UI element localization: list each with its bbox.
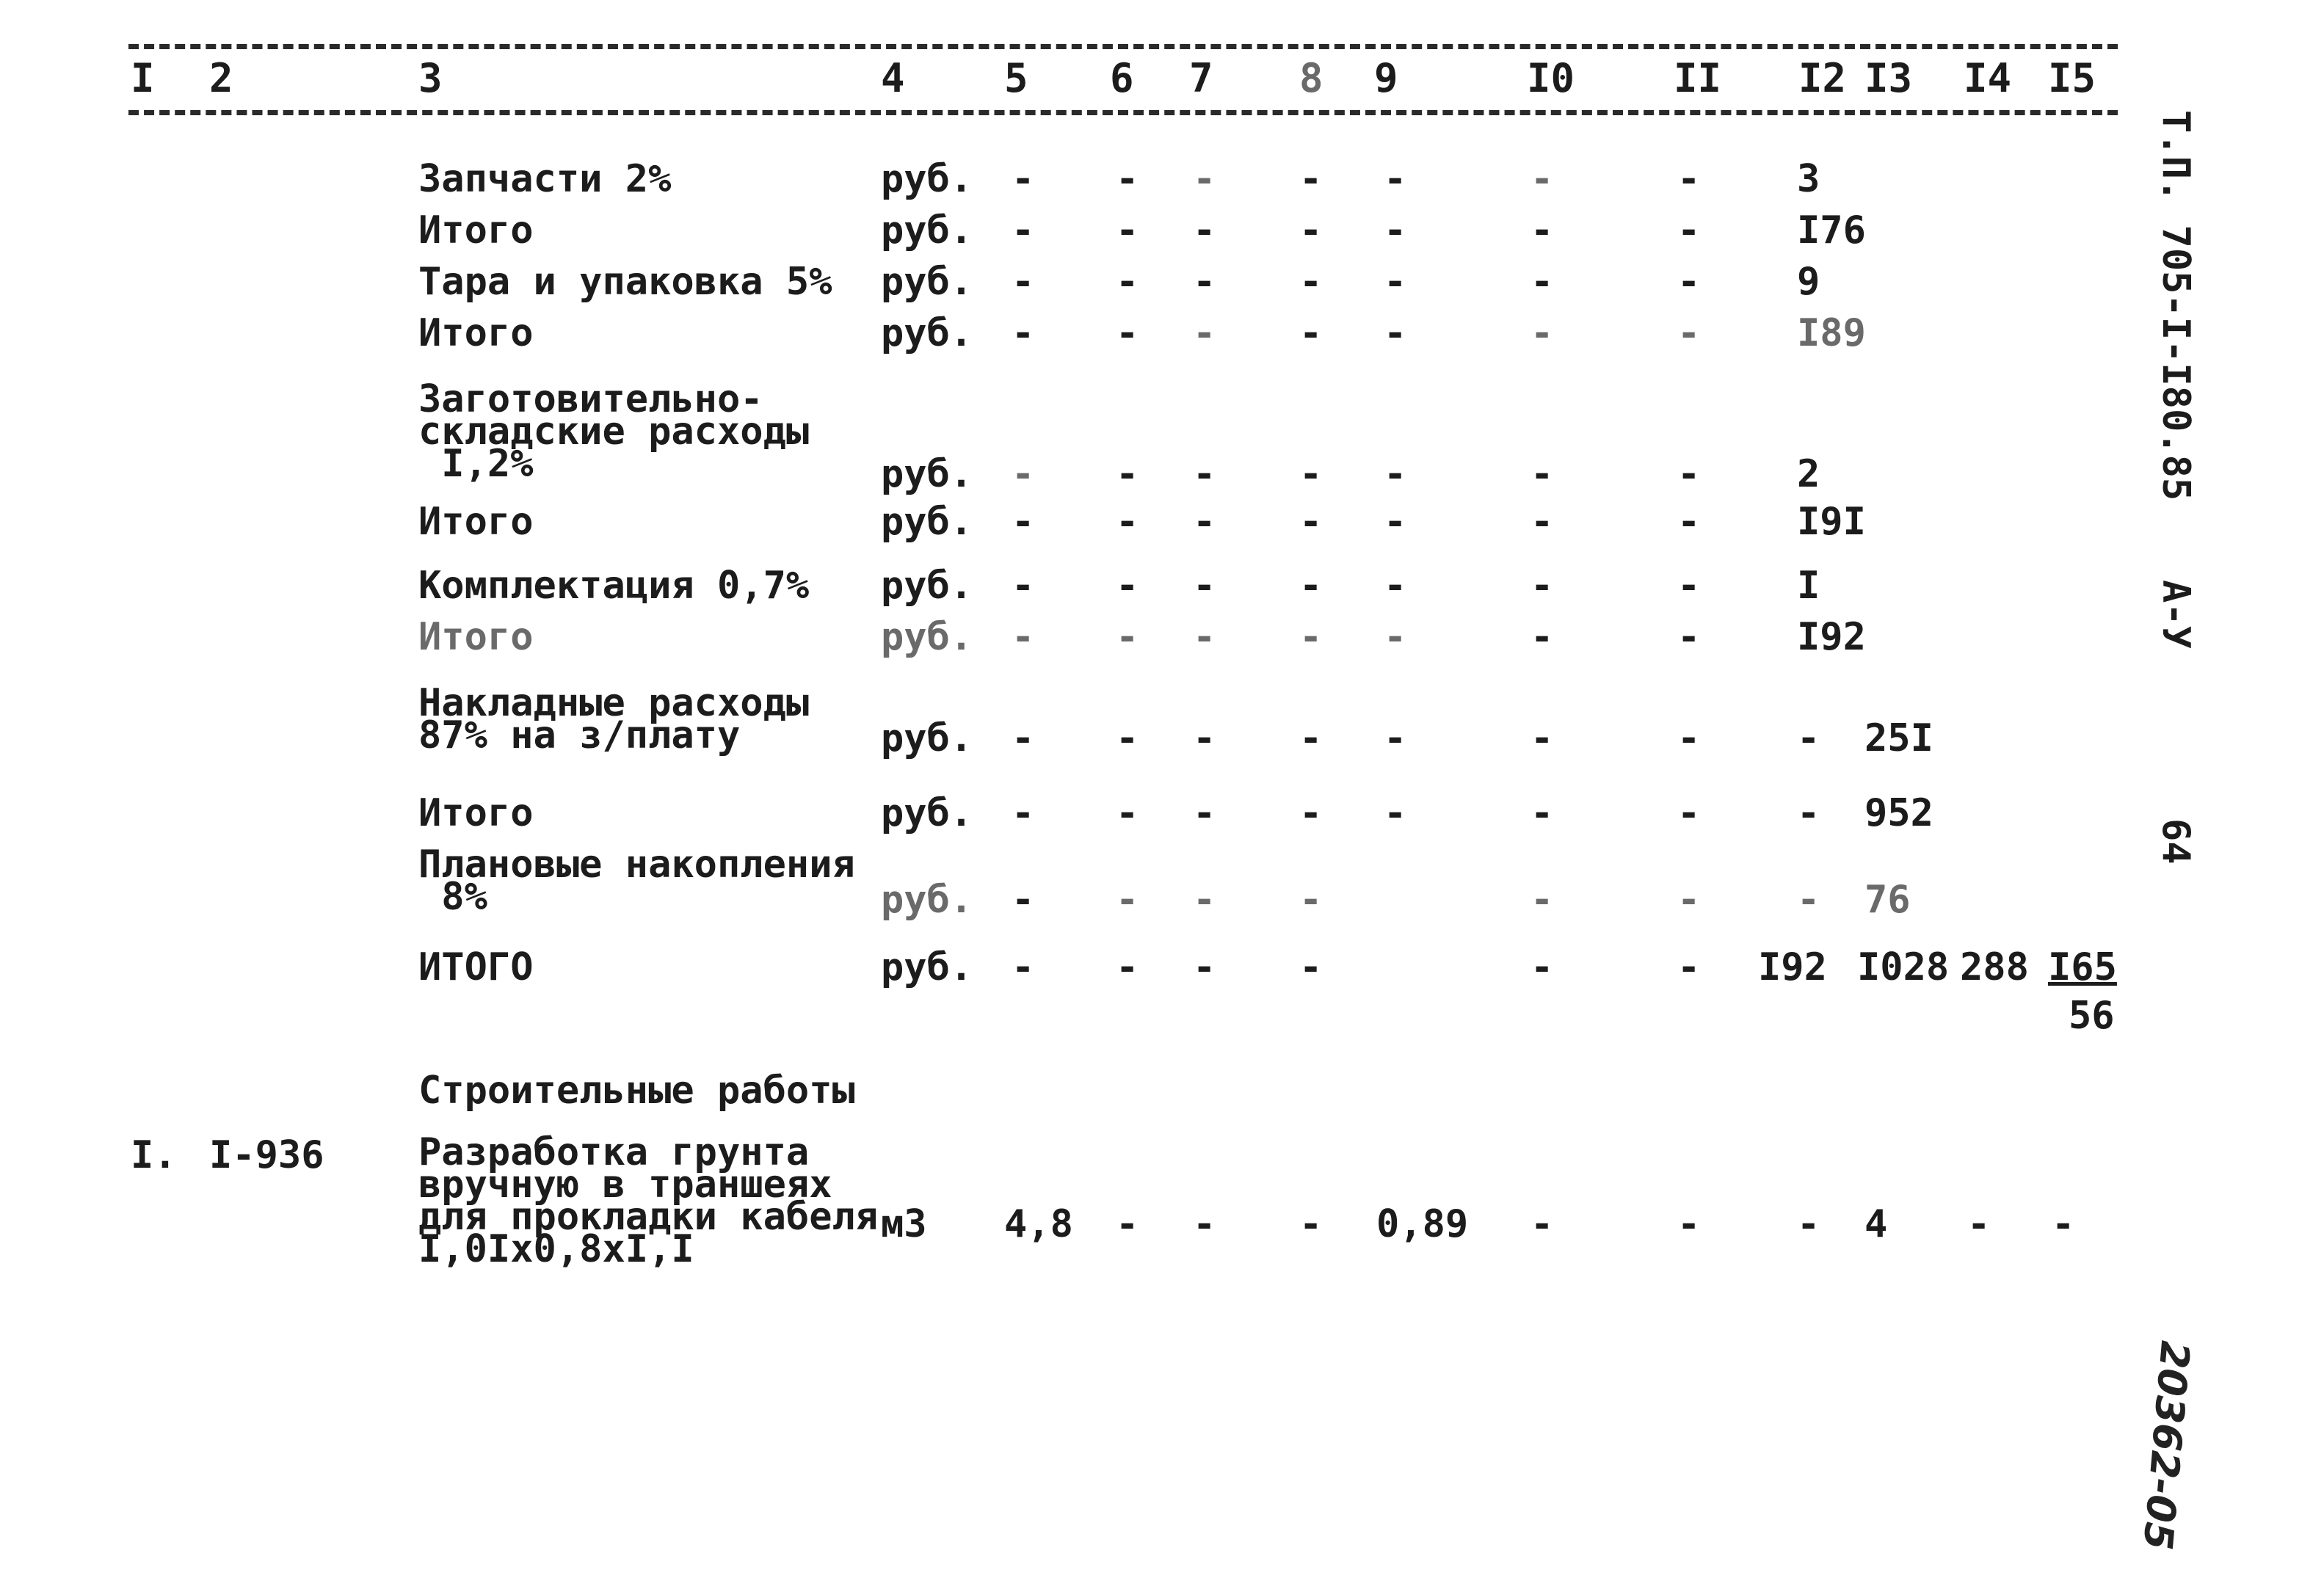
cell-col8: - bbox=[1299, 452, 1323, 496]
cell-col8: - bbox=[1299, 791, 1323, 835]
row-name: Запчасти 2% bbox=[418, 157, 672, 201]
cell-col6: - bbox=[1116, 260, 1139, 304]
cell-col5: - bbox=[1012, 260, 1035, 304]
col-header-7: 7 bbox=[1189, 55, 1213, 101]
cell-col10: - bbox=[1530, 208, 1554, 252]
row-unit: руб. bbox=[881, 615, 973, 659]
col-header-6: 6 bbox=[1110, 55, 1134, 101]
cell-col13: 952 bbox=[1864, 791, 1933, 835]
row-name: Итого bbox=[418, 500, 534, 544]
cell-col6: - bbox=[1116, 311, 1139, 355]
cell-col9: 0,89 bbox=[1376, 1202, 1469, 1246]
cell-col11: - bbox=[1677, 260, 1701, 304]
cell-col8: - bbox=[1299, 945, 1323, 989]
row-name: Тара и упаковка 5% bbox=[418, 260, 832, 304]
cell-col8: - bbox=[1299, 615, 1323, 659]
row-unit: руб. bbox=[881, 500, 973, 544]
cell-col9: - bbox=[1384, 452, 1407, 496]
cell-col9: - bbox=[1384, 311, 1407, 355]
col-header-4: 4 bbox=[881, 55, 905, 101]
cell-col8: - bbox=[1299, 260, 1323, 304]
cell-col10: - bbox=[1530, 1202, 1554, 1246]
cell-col8: - bbox=[1299, 208, 1323, 252]
cell-col6: - bbox=[1116, 945, 1139, 989]
cell-col11: - bbox=[1677, 208, 1701, 252]
cell-col9: - bbox=[1384, 260, 1407, 304]
cell-col7: - bbox=[1193, 208, 1216, 252]
cell-col5: - bbox=[1012, 311, 1035, 355]
cell-col14: 288 bbox=[1960, 945, 2029, 989]
cell-col6: - bbox=[1116, 878, 1139, 922]
cell-col9: - bbox=[1384, 615, 1407, 659]
cell-col6: - bbox=[1116, 500, 1139, 544]
cell-col15: - bbox=[2052, 1202, 2075, 1246]
cell-col11: - bbox=[1677, 452, 1701, 496]
cell-col12: 9 bbox=[1797, 260, 1820, 304]
col-header-9: 9 bbox=[1374, 55, 1398, 101]
row-name: Плановые накопления 8% bbox=[418, 843, 855, 919]
row-unit: руб. bbox=[881, 452, 973, 496]
row-name: Заготовительно- складские расходы I,2% bbox=[418, 377, 810, 486]
cell-col11: - bbox=[1677, 945, 1701, 989]
cell-col10: - bbox=[1530, 452, 1554, 496]
cell-col10: - bbox=[1530, 500, 1554, 544]
cell-col10: - bbox=[1530, 615, 1554, 659]
cell-col8: - bbox=[1299, 157, 1323, 201]
col-header-1: I bbox=[131, 55, 155, 101]
cell-col8: - bbox=[1299, 564, 1323, 608]
cell-col7: - bbox=[1193, 311, 1216, 355]
cell-col12: 2 bbox=[1797, 452, 1820, 496]
cell-col10: - bbox=[1530, 716, 1554, 760]
col-header-11: II bbox=[1674, 55, 1722, 101]
cell-col6: - bbox=[1116, 564, 1139, 608]
cell-col10: - bbox=[1530, 260, 1554, 304]
cell-col8: - bbox=[1299, 716, 1323, 760]
document-code: Т.П. 705-I-I80.85 bbox=[2154, 110, 2198, 501]
cell-col10: - bbox=[1530, 878, 1554, 922]
col-header-2: 2 bbox=[209, 55, 233, 101]
cell-col7: - bbox=[1193, 564, 1216, 608]
cell-col15: I65 bbox=[2048, 945, 2117, 989]
cell-col7: - bbox=[1193, 500, 1216, 544]
row-name: Накладные расходы 87% на з/плату bbox=[418, 681, 810, 757]
cell-col14: - bbox=[1967, 1202, 1991, 1246]
cell-col6: - bbox=[1116, 791, 1139, 835]
cell-col8: - bbox=[1299, 500, 1323, 544]
cell-col11: - bbox=[1677, 311, 1701, 355]
cell-col9: - bbox=[1384, 564, 1407, 608]
item-code: I-936 bbox=[209, 1133, 324, 1177]
cell-col8: - bbox=[1299, 1202, 1323, 1246]
cell-col6: - bbox=[1116, 208, 1139, 252]
cell-col9: - bbox=[1384, 791, 1407, 835]
cell-col7: - bbox=[1193, 260, 1216, 304]
row-unit: руб. bbox=[881, 791, 973, 835]
cell-col7: - bbox=[1193, 615, 1216, 659]
row-unit: руб. bbox=[881, 311, 973, 355]
cell-col6: - bbox=[1116, 615, 1139, 659]
row-name: Итого bbox=[418, 311, 534, 355]
row-unit: руб. bbox=[881, 208, 973, 252]
cell-col5: - bbox=[1012, 945, 1035, 989]
cell-col5: - bbox=[1012, 157, 1035, 201]
cell-col5: - bbox=[1012, 208, 1035, 252]
page-number: 64 bbox=[2154, 818, 2198, 865]
cell-col10: - bbox=[1530, 564, 1554, 608]
cell-col10: - bbox=[1530, 945, 1554, 989]
cell-col9: - bbox=[1384, 716, 1407, 760]
item-unit: м3 bbox=[881, 1202, 927, 1246]
cell-col9: - bbox=[1384, 500, 1407, 544]
header-top-rule bbox=[128, 44, 2118, 49]
row-unit: руб. bbox=[881, 260, 973, 304]
item-number: I. bbox=[131, 1133, 177, 1177]
section-title: Строительные работы bbox=[418, 1069, 855, 1113]
cell-col11: - bbox=[1677, 1202, 1701, 1246]
cell-col5: - bbox=[1012, 564, 1035, 608]
row-unit: руб. bbox=[881, 716, 973, 760]
item-name: Разработка грунта вручную в траншеях для прокладки кабеля I,0Ix0,8xI,I bbox=[418, 1130, 879, 1271]
col-header-12: I2 bbox=[1798, 55, 1847, 101]
cell-col10: - bbox=[1530, 311, 1554, 355]
cell-col11: - bbox=[1677, 564, 1701, 608]
cell-col13: 76 bbox=[1864, 878, 1911, 922]
cell-col9: - bbox=[1384, 208, 1407, 252]
cell-col15-second: 56 bbox=[2069, 994, 2115, 1038]
cell-col10: - bbox=[1530, 157, 1554, 201]
row-unit: руб. bbox=[881, 157, 973, 201]
cell-col8: - bbox=[1299, 878, 1323, 922]
cell-col12: - bbox=[1797, 1202, 1820, 1246]
cell-col12: I89 bbox=[1797, 311, 1866, 355]
cell-col7: - bbox=[1193, 452, 1216, 496]
cell-col6: - bbox=[1116, 1202, 1139, 1246]
cell-col11: - bbox=[1677, 716, 1701, 760]
cell-col5: - bbox=[1012, 500, 1035, 544]
cell-col5: 4,8 bbox=[1004, 1202, 1073, 1246]
cell-col6: - bbox=[1116, 716, 1139, 760]
col-header-15: I5 bbox=[2048, 55, 2096, 101]
col-header-5: 5 bbox=[1004, 55, 1028, 101]
cell-col13: 4 bbox=[1864, 1202, 1888, 1246]
cell-col6: - bbox=[1116, 157, 1139, 201]
cell-col12: - bbox=[1797, 716, 1820, 760]
col-header-3: 3 bbox=[418, 55, 443, 101]
cell-col5: - bbox=[1012, 791, 1035, 835]
cell-col6: - bbox=[1116, 452, 1139, 496]
row-unit: руб. bbox=[881, 564, 973, 608]
cell-col13: I028 bbox=[1857, 945, 1950, 989]
cell-col5: - bbox=[1012, 615, 1035, 659]
cell-col7: - bbox=[1193, 716, 1216, 760]
row-unit: руб. bbox=[881, 945, 973, 989]
col-header-13: I3 bbox=[1864, 55, 1913, 101]
cell-col12: I92 bbox=[1797, 615, 1866, 659]
cell-col12: I9I bbox=[1797, 500, 1866, 544]
cell-col8: - bbox=[1299, 311, 1323, 355]
cell-col9: - bbox=[1384, 157, 1407, 201]
cell-col12: - bbox=[1797, 878, 1820, 922]
cell-col7: - bbox=[1193, 945, 1216, 989]
handwritten-number: 20362-05 bbox=[2134, 1339, 2198, 1552]
row-name: Итого bbox=[418, 208, 534, 252]
header-bottom-rule bbox=[128, 110, 2118, 115]
row-name: Комплектация 0,7% bbox=[418, 564, 810, 608]
cell-col7: - bbox=[1193, 1202, 1216, 1246]
cell-col11: - bbox=[1677, 791, 1701, 835]
col-header-8: 8 bbox=[1299, 55, 1323, 101]
cell-col11: - bbox=[1677, 878, 1701, 922]
col-header-10: I0 bbox=[1527, 55, 1575, 101]
cell-col11: - bbox=[1677, 615, 1701, 659]
cell-col10: - bbox=[1530, 791, 1554, 835]
col-header-14: I4 bbox=[1964, 55, 2012, 101]
cell-col12: - bbox=[1797, 791, 1820, 835]
row-name: Итого bbox=[418, 615, 534, 659]
cell-col12: I92 bbox=[1758, 945, 1827, 989]
cell-col13: 25I bbox=[1864, 716, 1933, 760]
row-name: ИТОГО bbox=[418, 945, 534, 989]
cell-col11: - bbox=[1677, 157, 1701, 201]
cell-col5: - bbox=[1012, 452, 1035, 496]
cell-col7: - bbox=[1193, 157, 1216, 201]
row-name: Итого bbox=[418, 791, 534, 835]
cell-col7: - bbox=[1193, 791, 1216, 835]
album-mark: А-У bbox=[2154, 580, 2198, 649]
cell-col5: - bbox=[1012, 716, 1035, 760]
cell-col12: I76 bbox=[1797, 208, 1866, 252]
cell-col12: I bbox=[1797, 564, 1820, 608]
cell-col5: - bbox=[1012, 878, 1035, 922]
cell-col7: - bbox=[1193, 878, 1216, 922]
cell-col11: - bbox=[1677, 500, 1701, 544]
cell-col12: 3 bbox=[1797, 157, 1820, 201]
row-unit: руб. bbox=[881, 878, 973, 922]
